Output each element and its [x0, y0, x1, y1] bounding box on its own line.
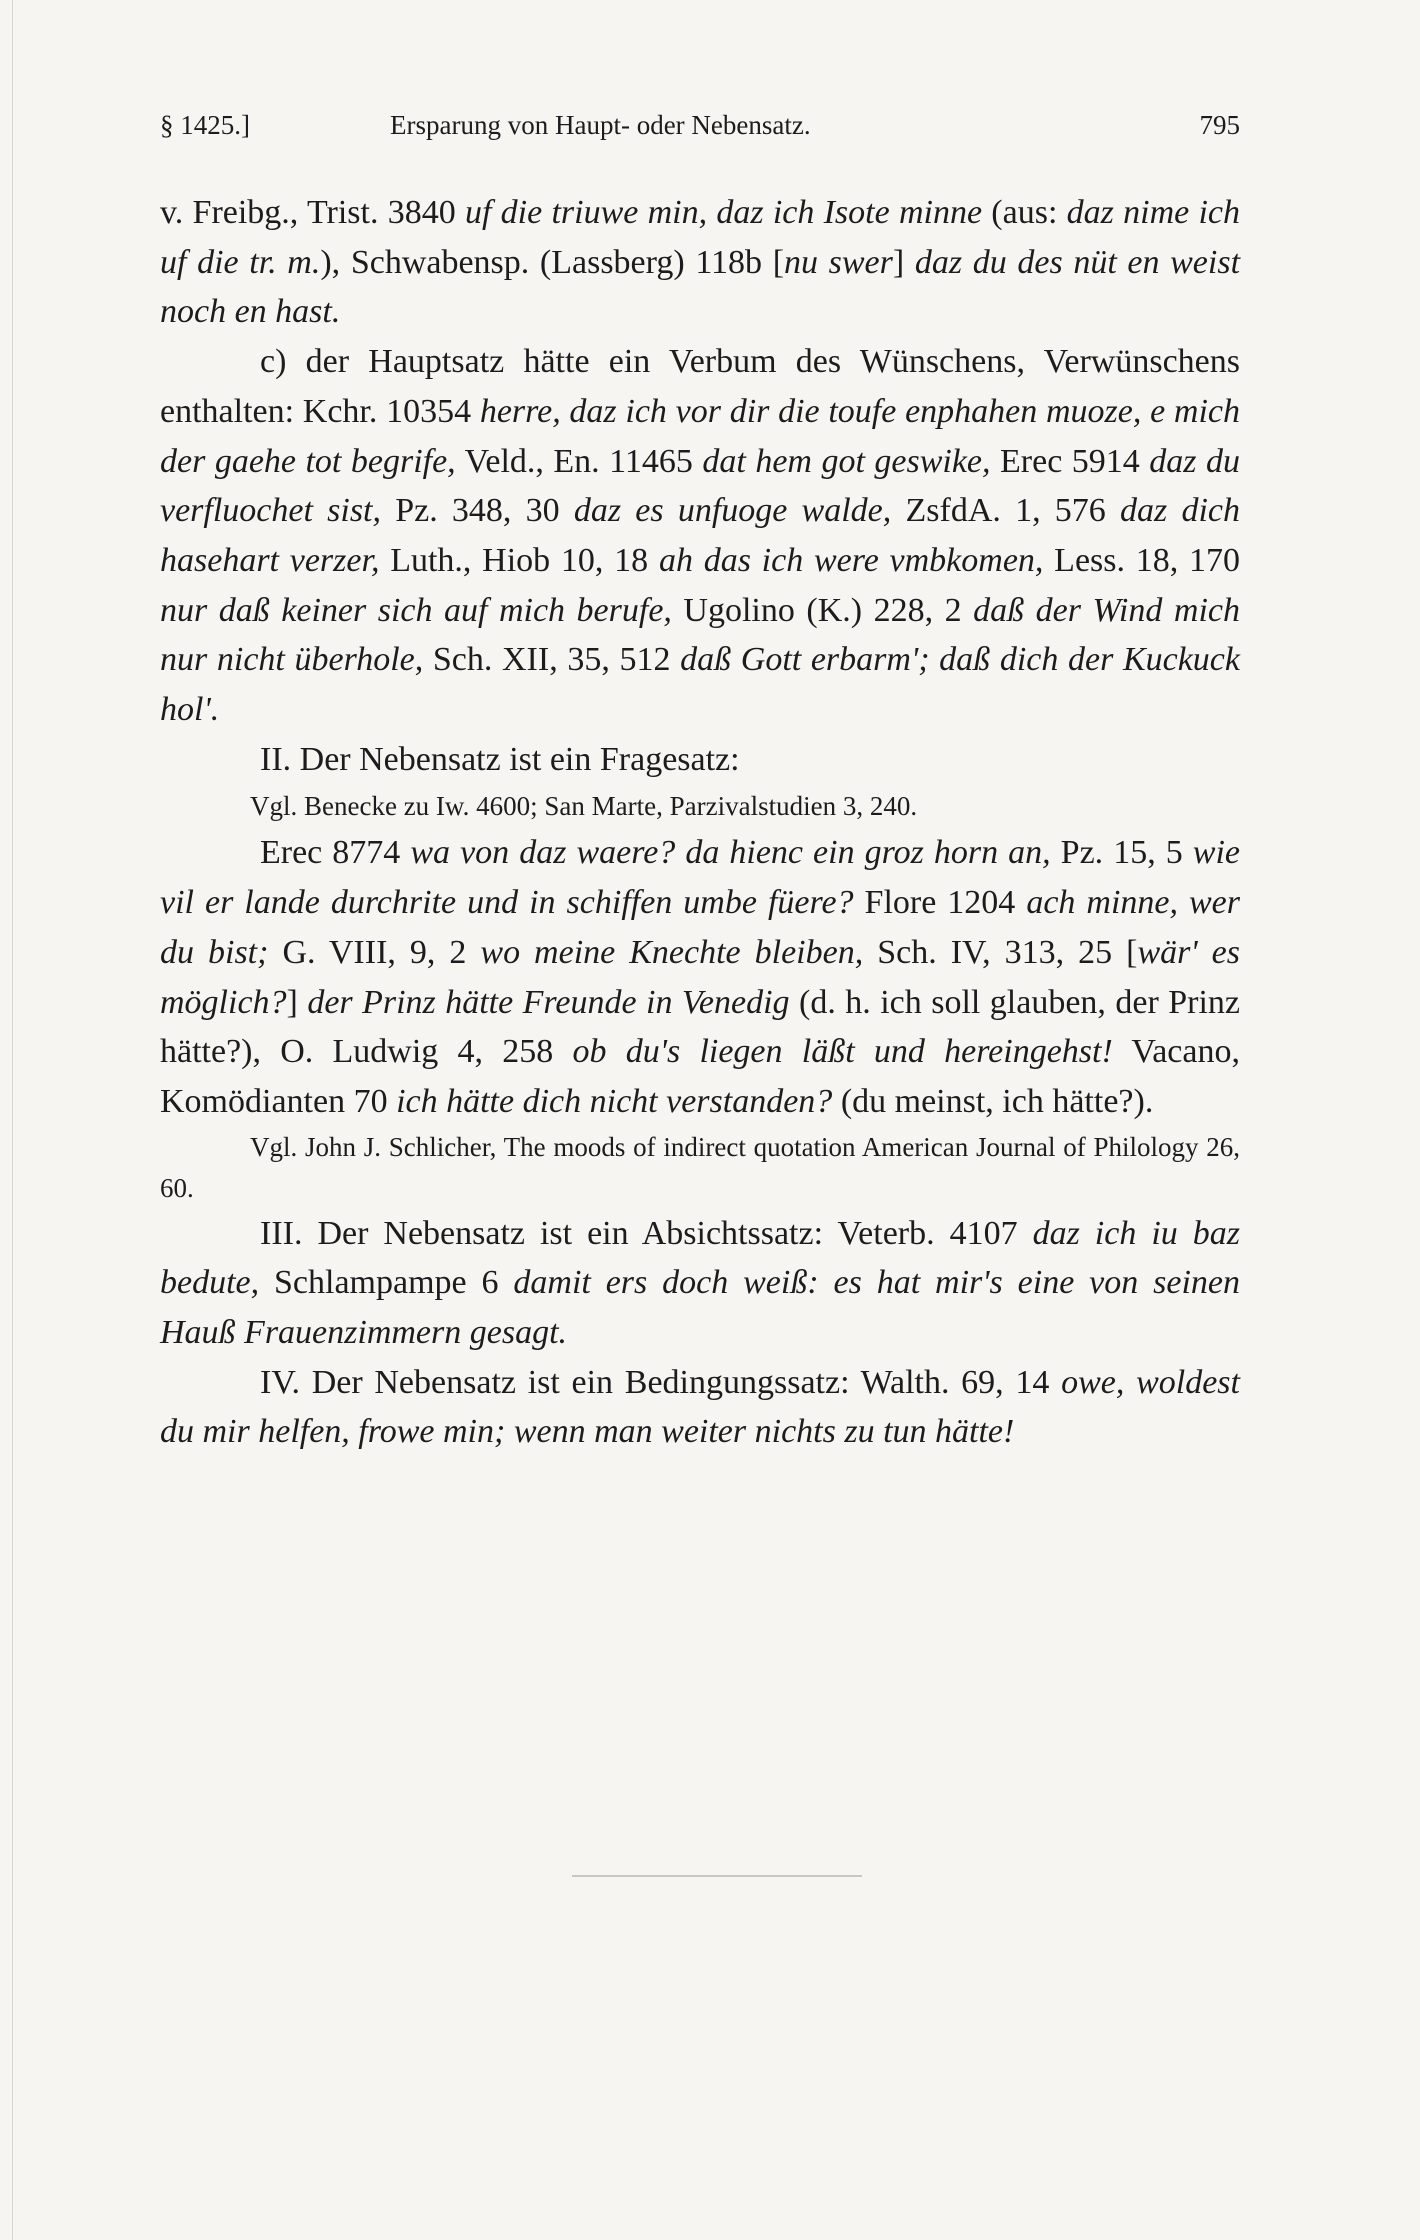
text-run: Luth., Hiob 10, 18 [379, 541, 659, 579]
quoted-text: daß Gott erbarm'; daß dich der Kuckuck hol'. [160, 641, 1240, 729]
section-reference: § 1425.] [160, 110, 250, 140]
text-run: (du meinst, ich hätte?). [832, 1082, 1154, 1120]
quoted-text: wo meine Knechte bleiben, [480, 933, 864, 971]
paragraph [160, 337, 1240, 735]
text-run: Erec 8774 [260, 834, 411, 872]
text-run: Vgl. Benecke zu Iw. 4600; San Marte, Parzivalstudien 3, 240. [250, 791, 918, 822]
paragraph [160, 735, 1240, 785]
paragraph [160, 1358, 1240, 1457]
page-number: 795 [1199, 110, 1240, 140]
text-run: Ugolino (K.) 228, 2 [671, 591, 974, 629]
paragraph [160, 1209, 1240, 1358]
text-run: IV. Der Nebensatz ist ein Bedingungssatz: Walth. 69, 14 [260, 1363, 1062, 1401]
quoted-text: daz ich iu baz bedute, [160, 1214, 1240, 1302]
quoted-text: daz es unfuoge walde, [573, 492, 892, 530]
text-run: Flore 1204 [853, 884, 1027, 922]
text-run: Schlampampe 6 [259, 1264, 514, 1302]
text-run: III. Der Nebensatz ist ein Absichtssatz: Veterb. 4107 [260, 1214, 1033, 1252]
quoted-text: nur daß keiner sich auf mich berufe, [160, 591, 672, 629]
text-run: G. VIII, 9, 2 [268, 933, 481, 971]
paragraph [160, 188, 1240, 337]
body-text [160, 188, 1240, 1457]
text-run: Pz. 348, 30 [381, 492, 574, 530]
text-run: II. Der Nebensatz ist ein Fragesatz: [260, 740, 740, 778]
quoted-text: dat hem got geswike, [702, 442, 991, 480]
text-run: v. Freibg., Trist. 3840 [160, 194, 465, 231]
quoted-text: wie vil er lande durchrite und in schiffen umbe füere? [160, 834, 1240, 922]
text-run: Vacano, Komödianten 70 [160, 1033, 1240, 1120]
quoted-text: uf die triuwe min, daz ich Isote minne [464, 194, 983, 231]
quoted-text: daz du verfluochet sist, [160, 442, 1241, 530]
quoted-text: nu swer [784, 243, 893, 281]
quoted-text: wär' es möglich? [160, 933, 1240, 1021]
quoted-text: daz dich hasehart verzer, [160, 492, 1240, 579]
text-run: Erec 5914 [990, 442, 1150, 480]
text-run: c) der Hauptsatz hätte ein Verbum des Wünschens, Verwünschens enthalten: Kchr. 10354 [160, 343, 1240, 430]
quoted-text: ah das ich were vmbkomen, [658, 541, 1044, 579]
running-title: Ersparung von Haupt- oder Nebensatz. [390, 110, 811, 140]
text-run: ), Schwabensp. (Lassberg) 118b [ [320, 243, 785, 281]
paragraph [160, 828, 1240, 1126]
text-run: (d. h. ich soll glauben, der Prinz hätte?), O. Ludwig 4, 258 [160, 983, 1241, 1071]
quoted-text: ach minne, wer du bist; [160, 884, 1240, 971]
text-run: ZsfdA. 1, 576 [891, 492, 1120, 530]
quoted-text: der Prinz hätte Freunde in Venedig [307, 983, 790, 1021]
text-run: ] [892, 243, 915, 281]
text-run: Sch. XII, 35, 512 [423, 641, 681, 679]
text-run: Vgl. John J. Schlicher, The moods of indirect quotation American Journal of Philology 26, 60. [160, 1131, 1240, 1203]
text-run: Pz. 15, 5 [1050, 834, 1193, 872]
quoted-text: herre, daz ich vor dir die toufe enphahen muoze, e mich der gaehe tot begrife, [160, 392, 1240, 480]
quoted-text: daz du des nüt en weist noch en hast. [160, 243, 1241, 331]
quoted-text: wa von daz waere? da hienc ein groz horn an, [410, 834, 1051, 872]
text-run: Veld., En. 11465 [455, 442, 703, 480]
text-run: Less. 18, 170 [1043, 541, 1240, 579]
text-run: Sch. IV, 313, 25 [ [863, 933, 1138, 971]
reference-note [160, 784, 1240, 828]
quoted-text: damit ers doch weiß: es hat mir's eine von seinen Hauß Frauenzimmern gesagt. [160, 1264, 1240, 1352]
reference-note [160, 1127, 1240, 1209]
quoted-text: daz nime ich uf die tr. m. [160, 194, 1240, 281]
footer-rule [572, 1875, 862, 1877]
quoted-text: daß der Wind mich nur nicht überhole, [160, 591, 1240, 679]
scan-margin-line [12, 0, 13, 2240]
text-run: (aus: [982, 194, 1067, 231]
text-run: ] [286, 983, 308, 1021]
quoted-text: ich hätte dich nicht verstanden? [396, 1082, 833, 1120]
quoted-text: owe, woldest du mir helfen, frowe min; wenn man weiter nichts zu tun hätte! [160, 1363, 1240, 1451]
running-header [160, 110, 1240, 150]
quoted-text: ob du's liegen läßt und hereingehst! [572, 1033, 1113, 1071]
